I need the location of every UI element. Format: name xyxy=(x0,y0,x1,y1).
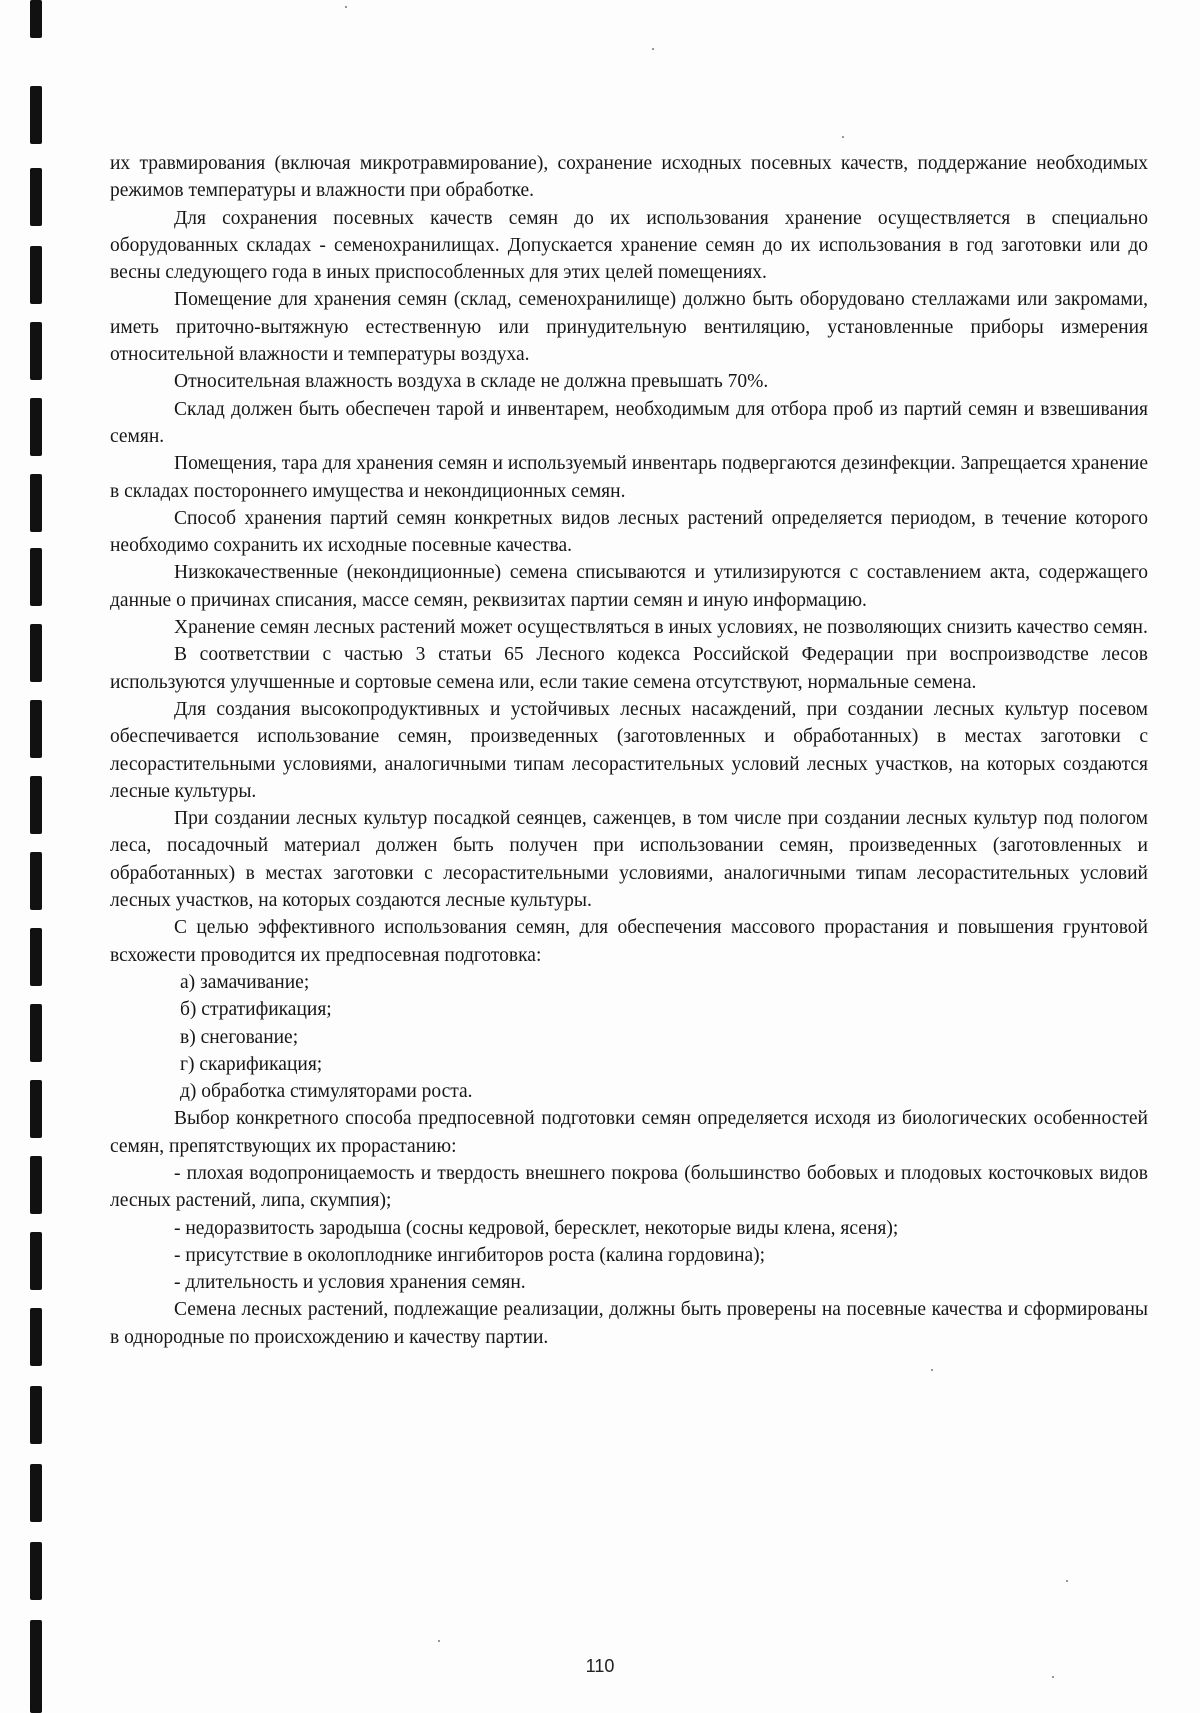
dash-list-item: - плохая водопроницаемость и твердость внешнего покрова (большинство бобовых и плодовых косточковых видов лесных растений, липа, скумпия); xyxy=(110,1162,1148,1212)
binding-hole xyxy=(30,246,42,304)
paragraph: С целью эффективного использования семян, для обеспечения массового прорастания и повышения грунтовой всхожести проводится их предпосевная подготовка: xyxy=(110,917,1148,966)
binding-hole xyxy=(30,928,42,986)
paragraph: Выбор конкретного способа предпосевной подготовки семян определяется исходя из биологических особенностей семян, препятствующих их прорастанию: xyxy=(110,1108,1148,1157)
list-item: г) скарификация; xyxy=(180,1053,323,1075)
paragraph: Для сохранения посевных качеств семян до их использования хранение осуществляется в специально оборудованных складах - семенохранилищах. Допускается хранение семян до их использования в год заготовки или до весны следующего года в иных приспособленных для этих целей помещениях. xyxy=(110,207,1148,284)
binding-hole xyxy=(30,1004,42,1062)
dash-list-item: - недоразвитость зародыша (сосны кедровой, бересклет, некоторые виды клена, ясеня); xyxy=(174,1217,899,1239)
paragraph: Семена лесных растений, подлежащие реализации, должны быть проверены на посевные качества и сформированы в однородные по происхождению и качеству партии. xyxy=(110,1299,1148,1348)
dash-list-item: - длительность и условия хранения семян. xyxy=(174,1272,526,1294)
scan-speck xyxy=(345,6,347,8)
paragraph: Низкокачественные (некондиционные) семена списываются и утилизируются с составлением акта, содержащего данные о причинах списания, массе семян, реквизитах партии семян и иную информацию. xyxy=(110,562,1148,611)
paragraph: их травмирования (включая микротравмирование), сохранение исходных посевных качеств, поддержание необходимых режимов температуры и влажности при обработке. xyxy=(110,153,1148,202)
binding-hole xyxy=(30,398,42,456)
scan-speck xyxy=(438,1640,440,1642)
binding-hole xyxy=(30,1232,42,1290)
scan-speck xyxy=(652,48,654,50)
scan-speck xyxy=(1052,1676,1054,1678)
scan-speck xyxy=(931,1369,933,1371)
paragraph: При создании лесных культур посадкой сеянцев, саженцев, в том числе при создании лесных культур под пологом леса, посадочный материал должен быть получен при использовании семян, произведенных (заготовленных и обработанных) в местах заготовки с лесорастительными условиями, аналогичными типам лесорастительных условий лесных участков, на которых создаются лесные культуры. xyxy=(110,808,1148,912)
binding-hole xyxy=(30,1386,42,1444)
paragraph: Для создания высокопродуктивных и устойчивых лесных насаждений, при создании лесных культур посевом обеспечивается использование семян, произведенных (заготовленных и обработанных) в местах заготовки с лесорастительными условиями, аналогичными типам лесорастительных условий лесных участков, на которых создаются лесные культуры. xyxy=(110,698,1148,802)
paragraph: Помещение для хранения семян (склад, семенохранилище) должно быть оборудовано стеллажами или закромами, иметь приточно-вытяжную естественную или принудительную вентиляцию, установленные приборы измерения относительной влажности и температуры воздуха. xyxy=(110,289,1148,366)
binding-hole xyxy=(30,700,42,758)
scan-speck xyxy=(1066,1580,1068,1582)
paragraph: Помещения, тара для хранения семян и используемый инвентарь подвергаются дезинфекции. Запрещается хранение в складах постороннего имущества и некондиционных семян. xyxy=(110,453,1148,502)
binding-hole xyxy=(30,852,42,910)
paragraph: Склад должен быть обеспечен тарой и инвентарем, необходимым для отбора проб из партий семян и взвешивания семян. xyxy=(110,398,1148,447)
paragraph: Относительная влажность воздуха в складе не должна превышать 70%. xyxy=(174,371,769,393)
binding-hole xyxy=(30,168,42,226)
binding-hole xyxy=(30,1156,42,1214)
body-text xyxy=(110,150,1148,1351)
scan-speck xyxy=(842,136,844,138)
paragraph: Хранение семян лесных растений может осуществляться в иных условиях, не позволяющих снизить качество семян. xyxy=(174,617,1148,639)
binding-hole xyxy=(30,0,42,38)
list-item: в) снегование; xyxy=(180,1026,299,1048)
dash-list-item: - присутствие в околоплоднике ингибиторов роста (калина гордовина); xyxy=(174,1244,766,1266)
binding-hole xyxy=(30,624,42,682)
binding-hole xyxy=(30,1464,42,1522)
paragraph: В соответствии с частью 3 статьи 65 Лесного кодекса Российской Федерации при воспроизводстве лесов используются улучшенные и сортовые семена или, если такие семена отсутствуют, нормальные семена. xyxy=(110,644,1148,693)
binding-hole xyxy=(30,1080,42,1138)
binding-hole xyxy=(30,1308,42,1366)
page-number: 110 xyxy=(585,1656,615,1676)
binding-holes xyxy=(30,0,50,1713)
binding-hole xyxy=(30,1542,42,1600)
binding-hole xyxy=(30,776,42,834)
binding-hole xyxy=(30,322,42,380)
list-item: д) обработка стимуляторами роста. xyxy=(180,1081,473,1103)
binding-hole xyxy=(30,548,42,606)
list-item: а) замачивание; xyxy=(180,971,310,993)
list-item: б) стратификация; xyxy=(180,999,332,1021)
paragraph: Способ хранения партий семян конкретных видов лесных растений определяется периодом, в течение которого необходимо сохранить их исходные посевные качества. xyxy=(110,507,1148,557)
binding-hole xyxy=(30,86,42,144)
binding-hole xyxy=(30,474,42,532)
